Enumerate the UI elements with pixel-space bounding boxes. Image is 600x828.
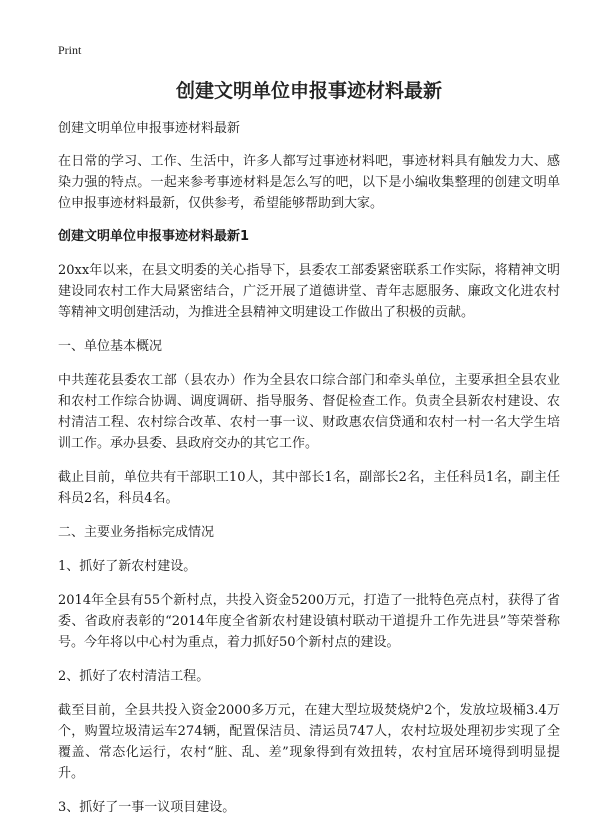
paragraph-unit-description: 中共莲花县委农工部（县农办）作为全县农口综合部门和牵头单位，主要承担全县农业和农村工作综合协调、调度调研、指导服务、督促检查工作。负责全县新农村建设、农村清洁工程、农村综合改革、农村一事一议、财政惠农信贷通和农村一村一名大学生培训工作。承办县委、县政府交办的其它工作。 [58, 373, 560, 451]
item-one-matter: 3、抓好了一事一议项目建设。 [58, 800, 236, 815]
heading-basic-info: 一、单位基本概况 [58, 339, 163, 354]
item-new-countryside: 1、抓好了新农村建设。 [58, 559, 197, 574]
paragraph-new-countryside: 2014年全县有55个新村点，共投入资金5200万元，打造了一批特色亮点村，获得了省委、省政府表彰的“2014年度全省新农村建设镇村联动干道提升工作先进县”等荣誉称号。今年将以中心村为重点，着力抓好50个新村点的建设。 [58, 593, 560, 650]
document-title: 创建文明单位申报事迹材料最新 [175, 80, 442, 102]
intro-paragraph: 在日常的学习、工作、生活中，许多人都写过事迹材料吧，事迹材料具有触发力大、感染力强的特点。一起来参考事迹材料是怎么写的吧，以下是小编收集整理的创建文明单位申报事迹材料最新，仅供参考，希望能够帮助到大家。 [58, 154, 560, 211]
heading-main-indicators: 二、主要业务指标完成情况 [58, 525, 215, 540]
section-title: 创建文明单位申报事迹材料最新1 [58, 229, 250, 244]
print-link[interactable]: Print [58, 43, 82, 57]
paragraph-clean-project: 截至目前，全县共投入资金2000多万元，在建大型垃圾焚烧炉2个，发放垃圾桶3.4万个，购置垃圾清运车274辆，配置保洁员、清运员747人，农村垃圾处理初步实现了全覆盖、常态化运行，农村“脏、乱、差”现象得到有效扭转，农村宜居环境得到明显提升。 [58, 703, 560, 781]
paragraph-staff-count: 截止目前，单位共有干部职工10人，其中部长1名，副部长2名，主任科员1名，副主任科员2名，科员4名。 [58, 470, 560, 506]
item-clean-project: 2、抓好了农村清洁工程。 [58, 669, 210, 684]
paragraph-overview: 20xx年以来，在县文明委的关心指导下，县委农工部委紧密联系工作实际，将精神文明建设同农村工作大局紧密结合，广泛开展了道德讲堂、青年志愿服务、廉政文化进农村等精神文明创建活动，为推进全县精神文明建设工作做出了积极的贡献。 [58, 263, 560, 320]
document-subtitle: 创建文明单位申报事迹材料最新 [58, 121, 241, 136]
